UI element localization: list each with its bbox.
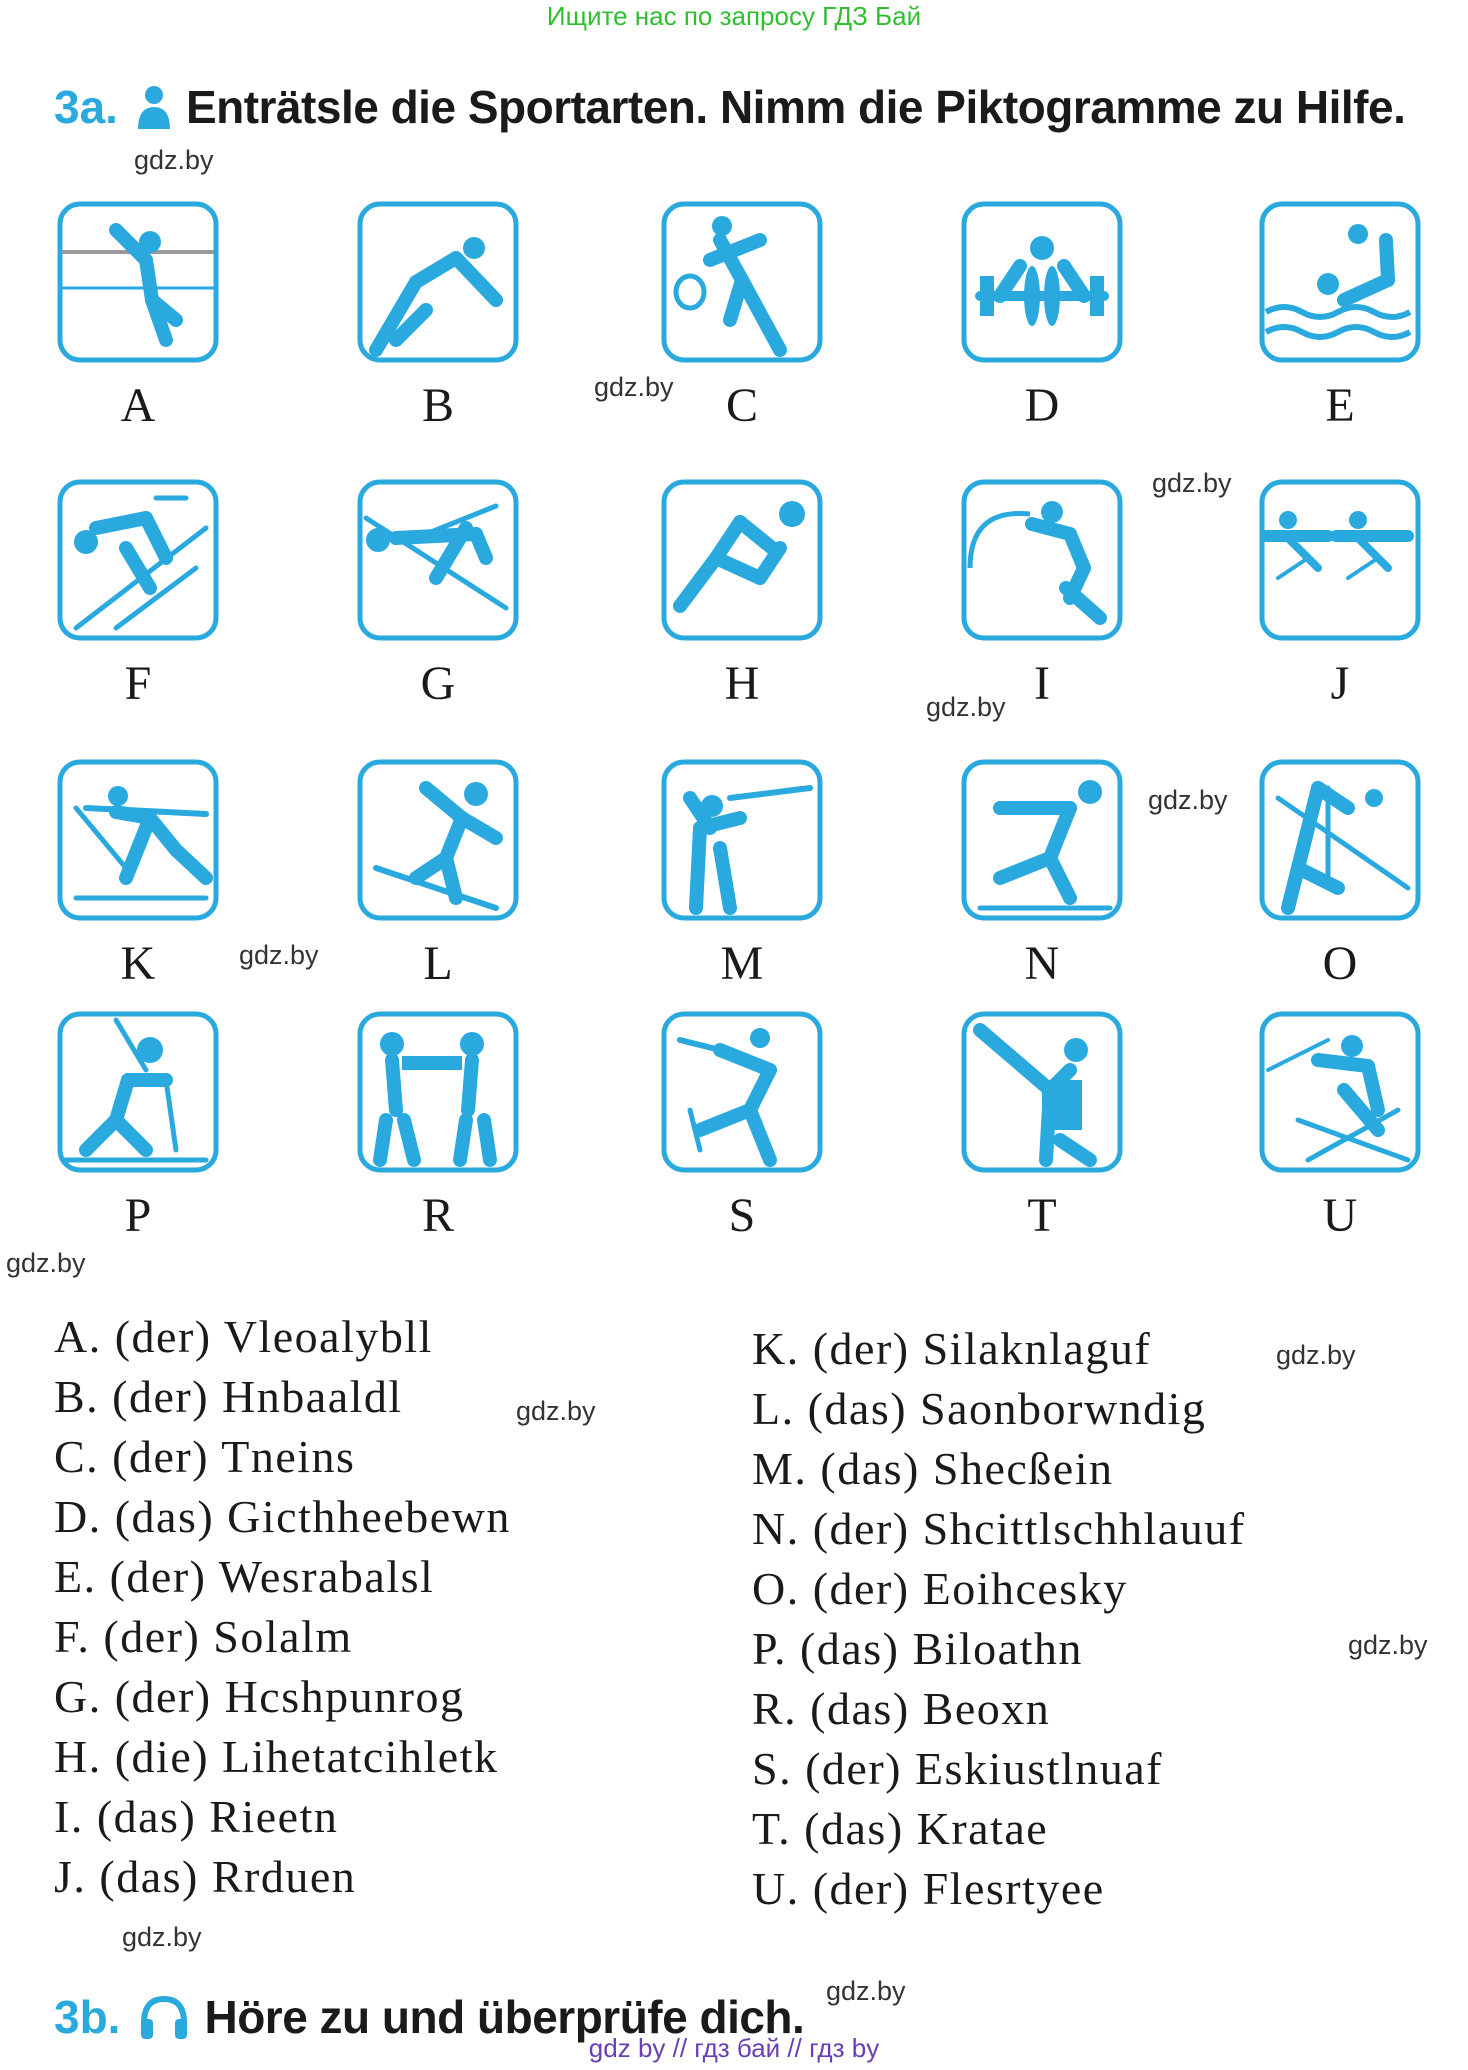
biathlon-icon bbox=[56, 1010, 220, 1174]
pictogram-letter: D bbox=[1024, 379, 1060, 432]
pictogram-letter: N bbox=[1024, 937, 1060, 990]
watermark: gdz.by bbox=[594, 372, 674, 402]
person-icon bbox=[136, 85, 172, 129]
footer-credits: gdz by // гдз бай // гдз by bbox=[588, 2033, 880, 2063]
word-puzzle-item: K. (der) Silaknlaguf bbox=[752, 1323, 1152, 1374]
speed-skating-icon bbox=[960, 758, 1124, 922]
word-puzzle-item: T. (das) Kratae bbox=[752, 1803, 1049, 1854]
word-puzzle-item: J. (das) Rrduen bbox=[54, 1851, 357, 1902]
word-puzzle-item: A. (der) Vleoalybll bbox=[54, 1311, 433, 1362]
pictogram-letter: L bbox=[423, 937, 453, 990]
snowboard-icon bbox=[356, 758, 520, 922]
rowing-icon bbox=[1258, 478, 1422, 642]
pictogram-letter: H bbox=[724, 657, 760, 710]
weightlifting-icon bbox=[960, 200, 1124, 364]
word-puzzle-item: B. (der) Hnbaaldl bbox=[54, 1371, 403, 1422]
pictogram-letter: K bbox=[120, 937, 156, 990]
watermark: gdz.by bbox=[1276, 1340, 1356, 1370]
word-puzzle-item: N. (der) Shcittlschhlauuf bbox=[752, 1503, 1246, 1554]
task-title: Enträtsle die Sportarten. Nimm die Piktogramme zu Hilfe. bbox=[185, 81, 1406, 133]
pictogram-letter: P bbox=[124, 1189, 152, 1242]
pictogram-letter: T bbox=[1027, 1189, 1057, 1242]
pictogram-letter: B bbox=[421, 379, 454, 432]
word-puzzle-item: G. (der) Hcshpunrog bbox=[54, 1671, 465, 1722]
task-title: Höre zu und überprüfe dich. bbox=[204, 1991, 805, 2043]
task-number: 3b. bbox=[54, 1991, 121, 2043]
pictogram-letter: C bbox=[725, 379, 758, 432]
pictogram-letter: J bbox=[1330, 657, 1350, 710]
watermark: gdz.by bbox=[1152, 468, 1232, 498]
word-puzzle-item: S. (der) Eskiustlnuaf bbox=[752, 1743, 1163, 1794]
pictogram-letter: G bbox=[420, 657, 456, 710]
watermark: gdz.by bbox=[926, 692, 1006, 722]
high-jump-icon bbox=[356, 478, 520, 642]
word-puzzle-item: F. (der) Solalm bbox=[54, 1611, 353, 1662]
boxing-icon bbox=[356, 1010, 520, 1174]
pictogram-letter: S bbox=[728, 1189, 756, 1242]
word-puzzle-item: I. (das) Rieetn bbox=[54, 1791, 339, 1842]
word-puzzle-item: C. (der) Tneins bbox=[54, 1431, 356, 1482]
watermark: gdz.by bbox=[1148, 785, 1228, 815]
handball-icon bbox=[356, 200, 520, 364]
watermark: gdz.by bbox=[122, 1922, 202, 1952]
cross-country-icon bbox=[56, 758, 220, 922]
watermark: gdz.by bbox=[516, 1396, 596, 1426]
pictogram-letter: M bbox=[720, 937, 764, 990]
word-puzzle-item: L. (das) Saonborwndig bbox=[752, 1383, 1207, 1434]
ice-hockey-icon bbox=[1258, 758, 1422, 922]
athletics-icon bbox=[660, 478, 824, 642]
slalom-icon bbox=[56, 478, 220, 642]
riding-icon bbox=[960, 478, 1124, 642]
watermark: gdz.by bbox=[239, 940, 319, 970]
pictogram-letter: U bbox=[1322, 1189, 1358, 1242]
pictogram-letter: R bbox=[421, 1189, 454, 1242]
watermark: gdz.by bbox=[6, 1248, 86, 1278]
karate-icon bbox=[960, 1010, 1124, 1174]
watermark: gdz.by bbox=[1348, 1630, 1428, 1660]
pictogram-letter: A bbox=[120, 379, 156, 432]
top-banner: Ищите нас по запросу ГДЗ Бай bbox=[546, 1, 922, 31]
word-puzzle-item: U. (der) Flesrtyee bbox=[752, 1863, 1105, 1914]
volleyball-icon bbox=[56, 200, 220, 364]
water-polo-icon bbox=[1258, 200, 1422, 364]
word-puzzle-item: H. (die) Lihetatcihletk bbox=[54, 1731, 499, 1782]
word-puzzle-item: M. (das) Shecßein bbox=[752, 1443, 1114, 1494]
word-puzzle-item: O. (der) Eoihcesky bbox=[752, 1563, 1128, 1614]
word-puzzle-item: R. (das) Beoxn bbox=[752, 1683, 1051, 1734]
task-number: 3a. bbox=[54, 81, 118, 133]
freestyle-ski-icon bbox=[1258, 1010, 1422, 1174]
shooting-icon bbox=[660, 758, 824, 922]
word-puzzle-item: P. (das) Biloathn bbox=[752, 1623, 1083, 1674]
figure-skating-icon bbox=[660, 1010, 824, 1174]
word-puzzle-item: D. (das) Gicthheebewn bbox=[54, 1491, 511, 1542]
pictogram-letter: I bbox=[1034, 657, 1050, 710]
pictogram-letter: O bbox=[1322, 937, 1358, 990]
tennis-icon bbox=[660, 200, 824, 364]
task-3a-heading bbox=[54, 80, 1405, 134]
watermark: gdz.by bbox=[134, 145, 214, 175]
watermark: gdz.by bbox=[826, 1976, 906, 2006]
word-puzzle-item: E. (der) Wesrabalsl bbox=[54, 1551, 435, 1602]
pictogram-letter: F bbox=[124, 657, 152, 710]
pictogram-letter: E bbox=[1325, 379, 1355, 432]
